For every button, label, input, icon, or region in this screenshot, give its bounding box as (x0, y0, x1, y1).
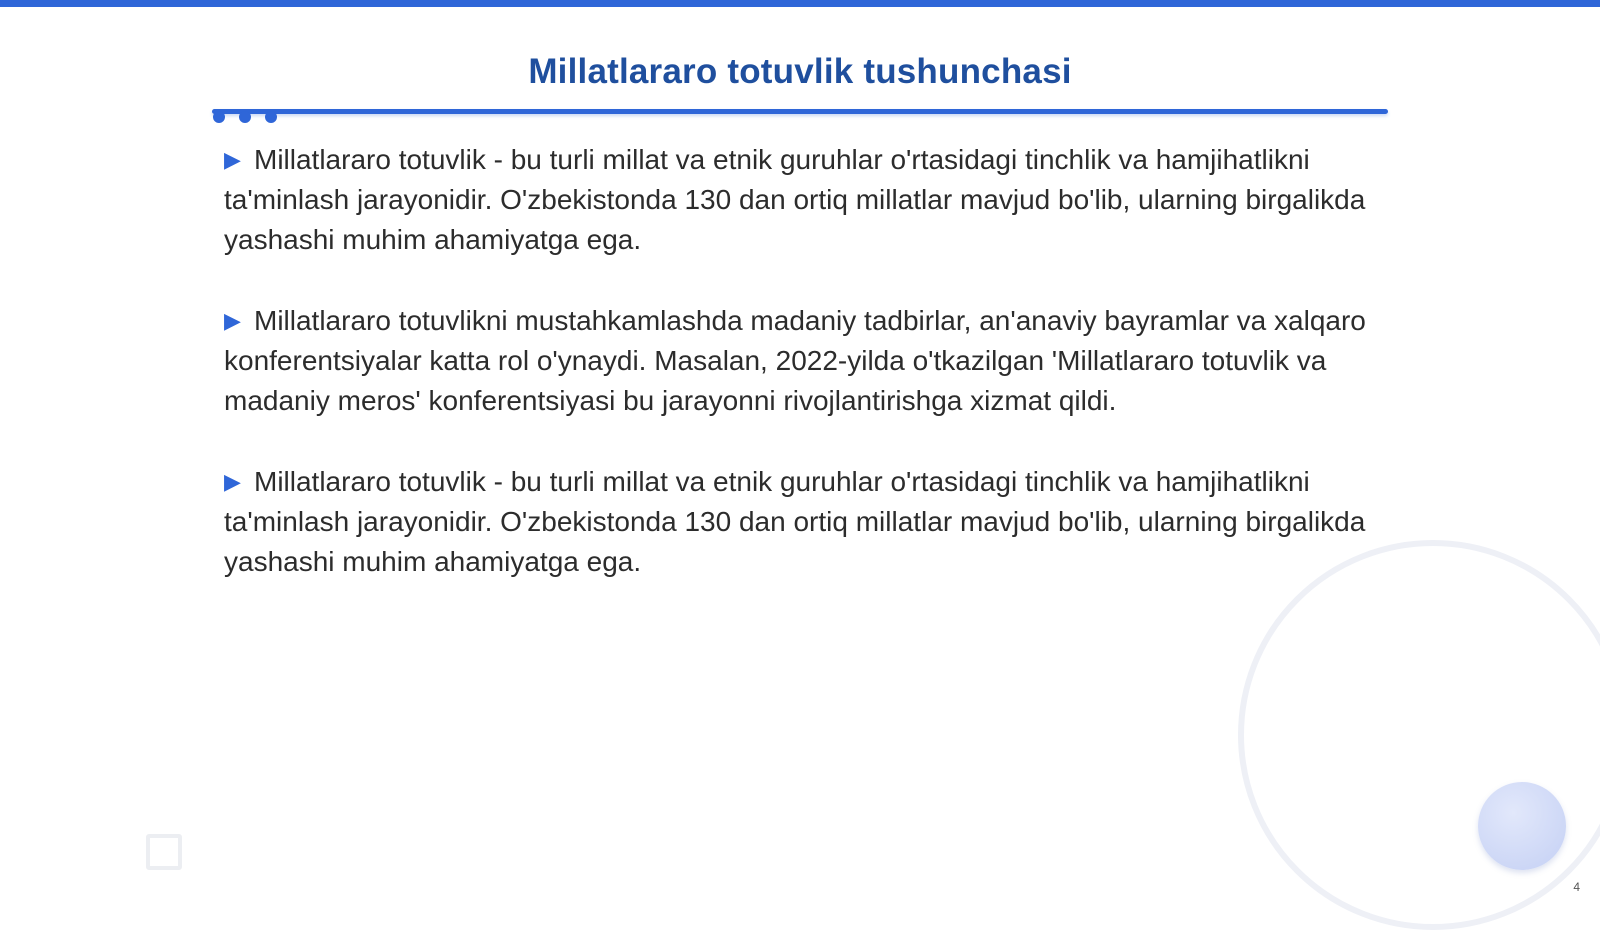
decor-dot (213, 111, 225, 123)
decor-bubble (1478, 782, 1566, 870)
decor-dot (265, 111, 277, 123)
decor-dot (239, 111, 251, 123)
title-underline (212, 109, 1388, 114)
slide-title: Millatlararo totuvlik tushunchasi (528, 52, 1072, 91)
top-accent-bar (0, 0, 1600, 7)
bullet-text: Millatlararo totuvlik - bu turli millat va etnik guruhlar o'rtasidagi tinchlik va hamjihatlikni ta'minlash jarayonidir. O'zbekistonda 130 dan ortiq millatlar mavjud bo'lib, ularning birgalikda yashashi muhim ahamiyatga ega. (224, 144, 1366, 255)
bullet-arrow-icon: ▶ (224, 147, 241, 172)
bullet-item (224, 140, 1374, 260)
page-number: 4 (1573, 880, 1580, 894)
bullet-item (224, 462, 1374, 582)
bullet-text: Millatlararo totuvlik - bu turli millat va etnik guruhlar o'rtasidagi tinchlik va hamjihatlikni ta'minlash jarayonidir. O'zbekistonda 130 dan ortiq millatlar mavjud bo'lib, ularning birgalikda yashashi muhim ahamiyatga ega. (224, 466, 1366, 577)
decor-circle-outline (1238, 540, 1600, 930)
bullet-list (224, 140, 1374, 623)
bullet-item (224, 301, 1374, 421)
bullet-arrow-icon: ▶ (224, 469, 241, 494)
bullet-text: Millatlararo totuvlikni mustahkamlashda madaniy tadbirlar, an'anaviy bayramlar va xalqaro konferentsiyalar katta rol o'ynaydi. Masalan, 2022-yilda o'tkazilgan 'Millatlararo totuvlik va madaniy meros' konferentsiyasi bu jarayonni rivojlantirishga xizmat qildi. (224, 305, 1366, 416)
decor-square-outline (146, 834, 182, 870)
bullet-arrow-icon: ▶ (224, 308, 241, 333)
